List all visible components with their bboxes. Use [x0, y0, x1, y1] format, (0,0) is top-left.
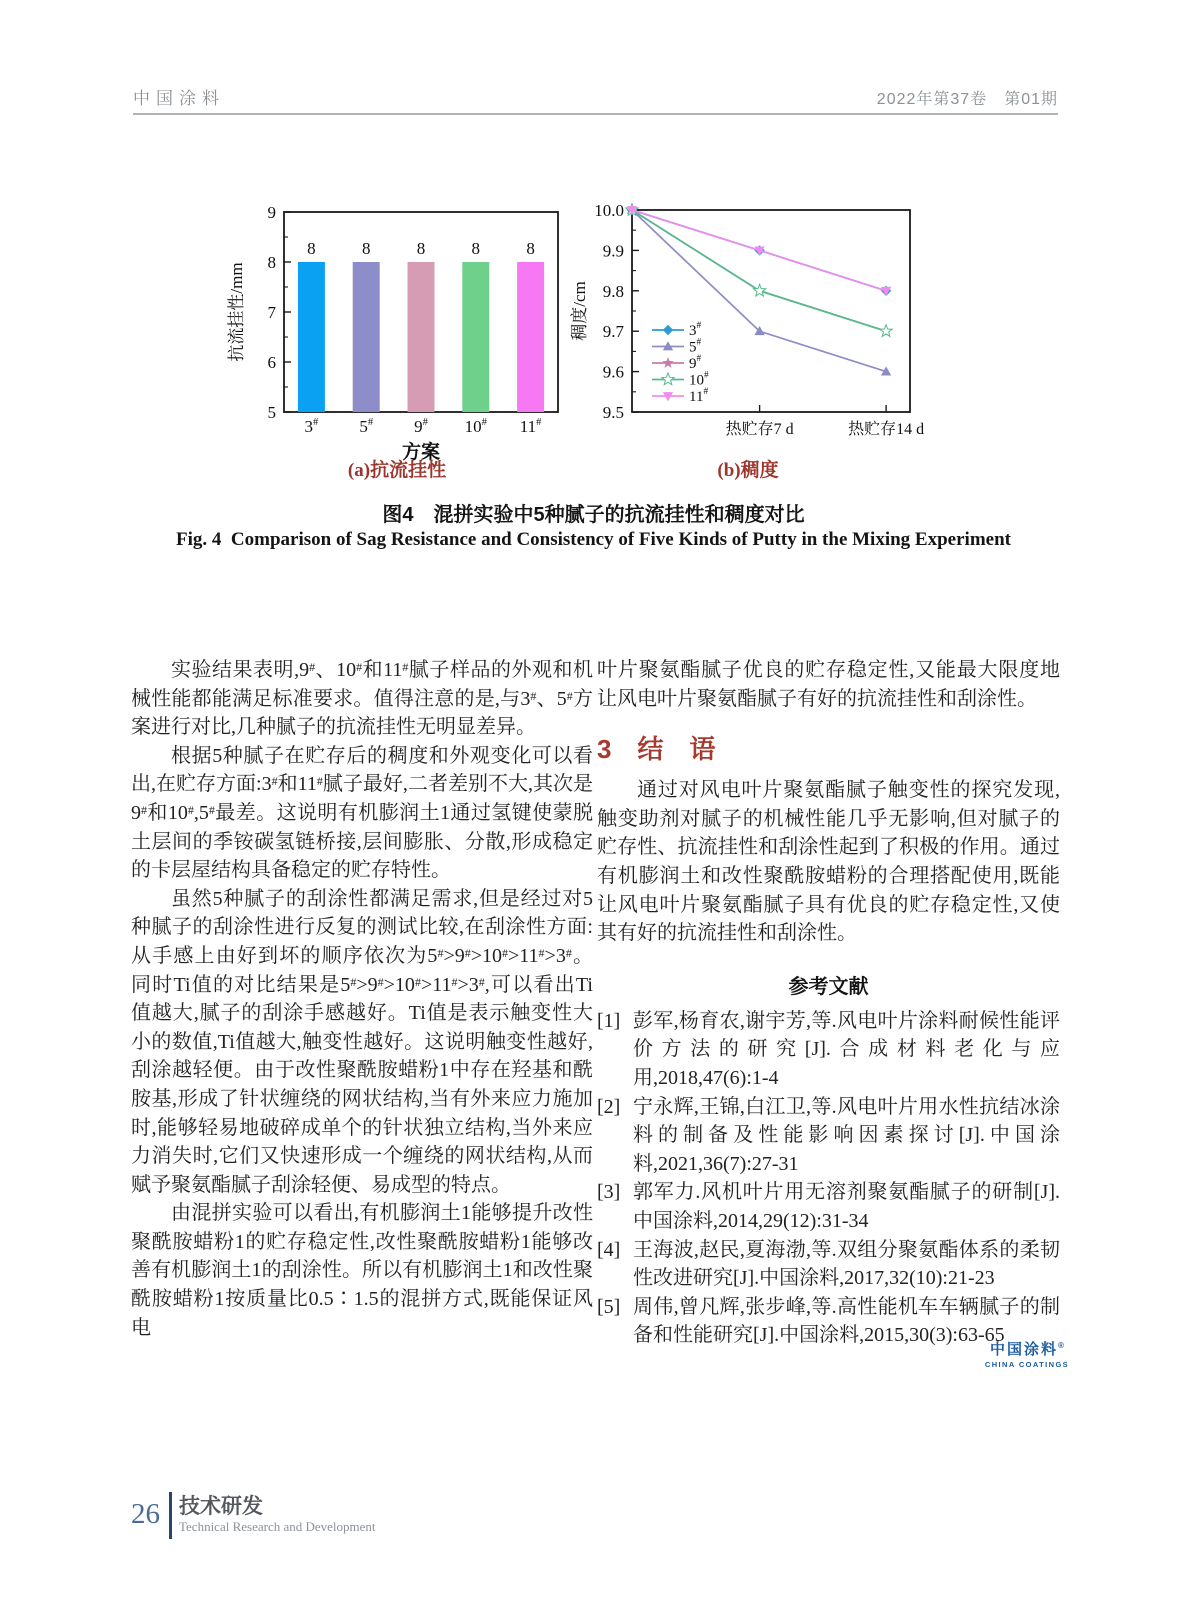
svg-text:9.6: 9.6 — [602, 362, 624, 382]
sag-resistance-bar-chart — [226, 190, 568, 470]
paragraph: 实验结果表明,9#、10#和11#腻子样品的外观和机械性能都能满足标准要求。值得注意的是,与3#、5#方案进行对比,几种腻子的抗流挂性无明显差异。 — [131, 659, 594, 739]
svg-text:9.9: 9.9 — [602, 241, 624, 261]
consistency-line-chart — [568, 190, 928, 470]
reference-text: 宁永辉,王锦,白江卫,等.风电叶片用水性抗结冰涂料的制备及性能影响因素探讨[J].中国涂料,2021,36(7):27-31 — [633, 1095, 1060, 1175]
paragraph-continuation: 叶片聚氨酯腻子优良的贮存稳定性,又能最大限度地让风电叶片聚氨酯腻子有好的抗流挂性和刮涂性。 — [597, 659, 1060, 710]
subcaption-b: (b)稠度 — [717, 460, 779, 481]
reference-label: [1] — [597, 1009, 621, 1032]
logo-name-en: CHINA COATINGS — [984, 1360, 1070, 1369]
svg-text:稠度/cm: 稠度/cm — [570, 281, 589, 341]
svg-text:9#: 9# — [414, 417, 428, 436]
svg-text:抗流挂性/mm: 抗流挂性/mm — [227, 262, 246, 362]
svg-text:10#: 10# — [689, 370, 709, 389]
svg-text:9#: 9# — [689, 354, 702, 372]
reference-text: 郭军力.风机叶片用无溶剂聚氨酯腻子的研制[J].中国涂料,2014,29(12):31-34 — [633, 1181, 1060, 1232]
svg-text:6: 6 — [267, 353, 276, 372]
svg-text:热贮存14 d: 热贮存14 d — [848, 421, 925, 438]
reference-item — [597, 1093, 1060, 1179]
svg-text:9.7: 9.7 — [602, 322, 624, 342]
reference-text: 彭军,杨育农,谢宇芳,等.风电叶片涂料耐候性能评价方法的研究[J].合成材料老化与应用,2018,47(6):1-4 — [633, 1009, 1060, 1089]
conclusion-paragraph: 通过对风电叶片聚氨酯腻子触变性的探究发现,触变助剂对腻子的机械性能几乎无影响,但对腻子的贮存性、抗流挂性和刮涂性起到了积极的作用。通过有机膨润土和改性聚酰胺蜡粉的合理搭配使用,既能让风电叶片聚氨酯腻子具有优良的贮存稳定性,又使其有好的抗流挂性和刮涂性。 — [597, 779, 1060, 945]
svg-text:5#: 5# — [689, 337, 702, 356]
footer-section-cn: 技术研发 — [179, 1495, 263, 1518]
logo-name-cn: 中国涂料 — [990, 1341, 1059, 1358]
svg-text:5#: 5# — [359, 417, 374, 436]
subcaption-a: (a)抗流挂性 — [347, 460, 447, 481]
figure-caption-cn: 图4 混拼实验中5种腻子的抗流挂性和稠度对比 — [382, 504, 805, 526]
footer-section-en: Technical Research and Development — [179, 1519, 376, 1534]
svg-text:3#: 3# — [689, 321, 702, 339]
paragraph: 由混拼实验可以看出,有机膨润土1能够提升改性聚酰胺蜡粉1的贮存稳定性,改性聚酰胺蜡粉1能够改善有机膨润土1的刮涂性。所以有机膨润土1和改性聚酰胺蜡粉1按质量比0.5∶1.5的混拼方式,既能保证风电 — [131, 1202, 593, 1339]
svg-text:方案: 方案 — [401, 442, 441, 463]
header-rule — [133, 113, 1058, 115]
reference-text: 周伟,曾凡辉,张步峰,等.高性能机车车辆腻子的制备和性能研究[J].中国涂料,2015,30(3):63-65 — [633, 1295, 1060, 1347]
reference-label: [4] — [597, 1238, 621, 1261]
svg-text:热贮存7 d: 热贮存7 d — [725, 421, 794, 438]
svg-text:11#: 11# — [689, 387, 709, 405]
svg-text:8: 8 — [526, 239, 535, 258]
svg-text:5: 5 — [267, 403, 276, 422]
svg-text:11#: 11# — [519, 417, 542, 436]
reference-item — [597, 1007, 1060, 1093]
reference-label: [2] — [597, 1095, 621, 1118]
footer-divider — [169, 1492, 172, 1539]
reference-label: [5] — [597, 1295, 621, 1318]
right-column — [597, 656, 1060, 1350]
references-title: 参考文献 — [788, 975, 869, 998]
svg-text:9.5: 9.5 — [602, 403, 624, 422]
left-column — [131, 656, 593, 1342]
svg-text:10#: 10# — [464, 417, 487, 436]
china-coatings-logo — [982, 1338, 1072, 1369]
svg-text:8: 8 — [267, 253, 276, 272]
figure-caption-en: Fig. 4 Comparison of Sag Resistance and Consistency of Five Kinds of Putty in the Mixing Experiment — [176, 529, 1011, 550]
reference-item — [597, 1236, 1060, 1293]
svg-text:3#: 3# — [304, 417, 319, 436]
registered-mark: ® — [1058, 1341, 1064, 1350]
svg-text:10.0: 10.0 — [594, 201, 624, 220]
svg-text:8: 8 — [307, 239, 316, 258]
section-heading-conclusion: 3 结 语 — [597, 734, 716, 765]
reference-label: [3] — [597, 1181, 621, 1204]
reference-item — [597, 1178, 1060, 1235]
svg-text:8: 8 — [471, 239, 481, 258]
reference-text: 王海波,赵民,夏海渤,等.双组分聚氨酯体系的柔韧性改进研究[J].中国涂料,2017,32(10):21-23 — [633, 1238, 1060, 1290]
svg-text:9: 9 — [267, 203, 276, 222]
paragraph: 根据5种腻子在贮存后的稠度和外观变化可以看出,在贮存方面:3#和11#腻子最好,二者差别不大,其次是9#和10#,5#最差。这说明有机膨润土1通过氢键使蒙脱土层间的季铵碳氢链桥接,层间膨胀、分散,形成稳定的卡层屋结构具备稳定的贮存特性。 — [131, 744, 594, 882]
svg-text:8: 8 — [361, 239, 371, 258]
page-number: 26 — [131, 1498, 160, 1530]
svg-text:7: 7 — [267, 303, 276, 322]
svg-text:8: 8 — [416, 239, 426, 258]
issue-info: 2022年第37卷 第01期 — [876, 91, 1058, 108]
journal-name: 中国涂料 — [133, 89, 225, 108]
paragraph: 虽然5种腻子的刮涂性都满足需求,但是经过对5种腻子的刮涂性进行反复的测试比较,在刮涂性方面:从手感上由好到坏的顺序依次为5#>9#>10#>11#>3#。同时Ti值的对比结果是5#>9#>10#>11#>3#,可以看出Ti值越大,腻子的刮涂手感越好。Ti值是表示触变性大小的数值,Ti值越大,触变性越好。这说明触变性越好,刮涂越轻便。由于改性聚酰胺蜡粉1中存在羟基和酰胺基,形成了针状缠绕的网状结构,当有外来应力施加时,能够轻易地破碎成单个的针状独立结构,当外来应力消失时,它们又快速形成一个缠绕的网状结构,从而赋予聚氨酯腻子刮涂轻便、易成型的特点。 — [131, 887, 594, 1196]
svg-text:9.8: 9.8 — [602, 281, 624, 301]
